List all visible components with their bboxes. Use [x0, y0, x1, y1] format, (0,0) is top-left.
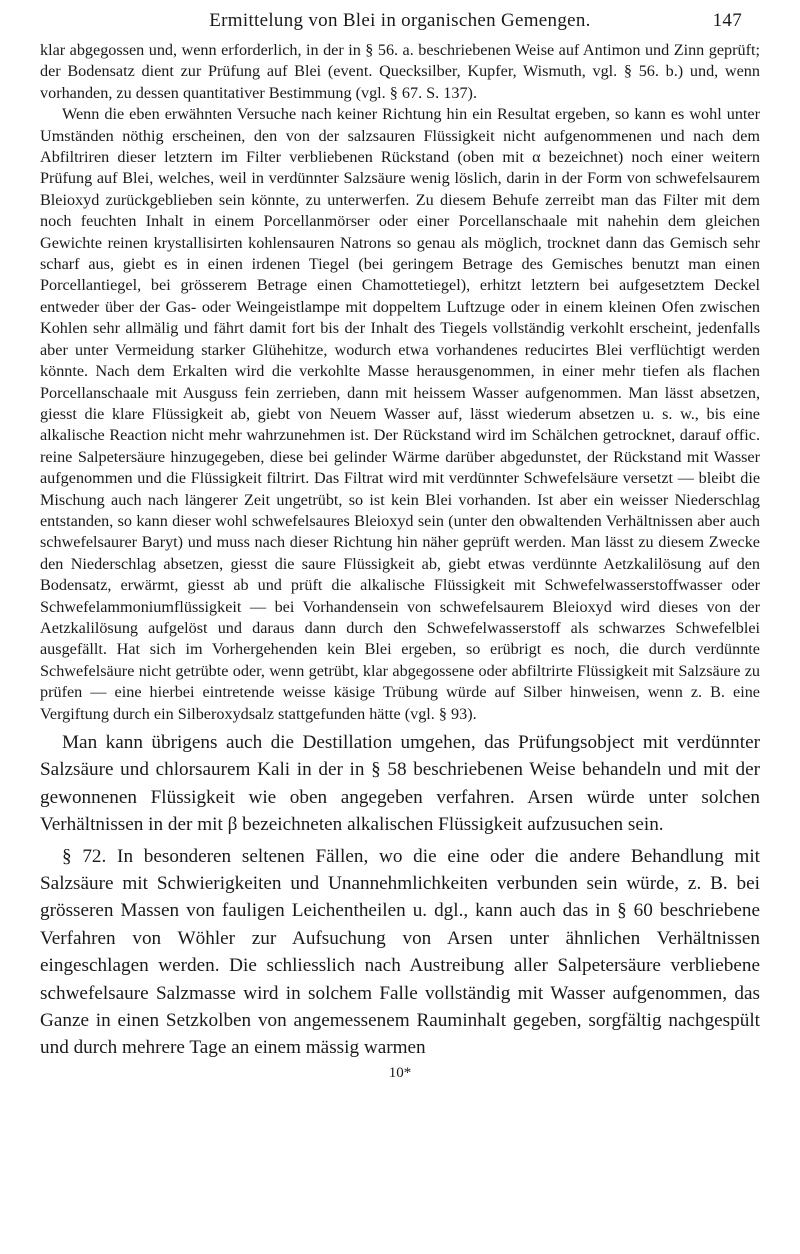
running-head — [40, 8, 760, 40]
paragraph-continuation: klar abgegossen und, wenn erforderlich, in der in § 56. a. beschriebenen Weise auf Antimon und Zinn geprüft; der Bodensatz dient zur Prüfung auf Blei (event. Quecksilber, Kupfer, Wismuth, vgl. § 56. b.) und, wenn vorhanden, zu dessen quantitativer Bestimmung (vgl. § 67. S. 137). — [40, 41, 760, 102]
page-number: 147 — [712, 10, 742, 31]
large-print-block — [40, 729, 760, 1062]
paragraph-residue-test: Wenn die eben erwähnten Versuche nach keiner Richtung hin ein Resultat ergeben, so kann es wohl unter Umständen nöthig erscheinen, den von der salzsauren Flüssigkeit nicht aufgenommenen und nach dem Abfiltriren dieser letztern im Filter verbliebenen Rückstand (oben mit α bezeichnet) noch einer weitern Prüfung auf Blei, welches, weil in verdünnter Salzsäure wenig löslich, darin in der Form von schwefelsaurem Bleioxyd zurückgeblieben sein könnte, zu unterwerfen. Zu diesem Behufe zerreibt man das Filter mit dem noch feuchten Inhalt in einem Porcellanmörser oder einer Porcellanschaale mit nahehin dem gleichen Gewichte reinen krystallisirten kohlensauren Natrons so genau als möglich, trocknet dann das Gemisch sehr scharf aus, giebt es in einen irdenen Tiegel (bei geringem Betrage des Gemisches benutzt man einen Porcellantiegel, bei grösserem Betrage einen Chamottetiegel), erhitzt letztern bei aufgesetztem Deckel entweder über der Gas- oder Weingeistlampe mit doppeltem Luftzuge oder in einem kleinen Ofen zwischen Kohlen sehr allmälig und fährt damit fort bis der Inhalt des Tiegels vollständig verkohlt erscheint, jedenfalls aber unter Vermeidung starker Glühehitze, wodurch etwa vorhandenes reducirtes Blei verflüchtigt werden könnte. Nach dem Erkalten wird die verkohlte Masse herausgenommen, in einer mehr tiefen als flachen Porcellanschaale mit Ausguss fein zerrieben, dann mit heissem Wasser aufgenommen. Man lässt absetzen, giesst die klare Flüssigkeit ab, giebt von Neuem Wasser auf, lässt wiederum absetzen u. s. w., bis eine alkalische Reaction nicht mehr wahrzunehmen ist. Der Rückstand wird im Schälchen getrocknet, darauf offic. reine Salpetersäure hinzugegeben, diese bei gelinder Wärme darüber abgedunstet, der Rückstand mit Wasser aufgenommen und die Flüssigkeit filtrirt. Das Filtrat wird mit verdünnter Schwefelsäure versetzt — bleibt die Mischung auch nach längerer Zeit ungetrübt, so ist kein Blei vorhanden. Ist aber ein weisser Niederschlag entstanden, so kann dieser wohl schwefelsaures Bleioxyd sein (unter den obwaltenden Verhältnissen aber auch schwefelsaurer Baryt) und muss nach dieser Richtung hin näher geprüft werden. Man lässt zu diesem Zwecke den Niederschlag absetzen, giesst die saure Flüssigkeit ab, giebt etwas verdünnte Aetzkalilösung auf den Bodensatz, erwärmt, giesst ab und prüft die alkalische Flüssigkeit mit Schwefelwasserstoffwasser oder Schwefelammoniumflüssigkeit — bei Vorhandensein von schwefelsaurem Bleioxyd wird dieses von der Aetzkalilösung aufgelöst und daraus dann durch den Schwefelwasserstoff als schwarzes Schwefelblei ausgefällt. Hat sich im Vorhergehenden kein Blei ergeben, so erübrigt es noch, die durch verdünnte Schwefelsäure nicht getrübte oder, wenn getrübt, klar abgegossene oder abfiltrirte Flüssigkeit mit Salzsäure zu prüfen — eine hierbei eintretende weisse käsige Trübung würde auf Silber hinweisen, wenn z. B. eine Vergiftung durch ein Silberoxydsalz stattgefunden hätte (vgl. § 93). — [40, 105, 760, 723]
running-title: Ermittelung von Blei in organischen Gemengen. — [209, 10, 591, 31]
paragraph-section-72: § 72. In besonderen seltenen Fällen, wo die eine oder die andere Behandlung mit Salzsäure mit Schwierigkeiten und Unannehmlichkeiten verbunden sein würde, z. B. bei grösseren Massen von fauligen Leichentheilen u. dgl., kann auch das in § 60 beschriebene Verfahren von Wöhler zur Aufsuchung von Arsen unter ähnlichen Verhältnissen eingeschlagen werden. Die schliesslich nach Austreibung aller Salpetersäure verbliebene schwefelsaure Salzmasse wird in solchem Falle vollständig mit Wasser aufgenommen, das Ganze in einen Setzkolben von angemessenem Rauminhalt gegeben, sorgfältig nachgespült und durch mehrere Tage an einem mässig warmen — [40, 845, 760, 1059]
signature-mark: 10* — [388, 1064, 412, 1081]
small-print-block — [40, 40, 760, 725]
paragraph-distillation: Man kann übrigens auch die Destillation umgehen, das Prüfungsobject mit verdünnter Salzsäure und chlorsaurem Kali in der in § 58 beschriebenen Weise behandeln und mit der gewonnenen Flüssigkeit wie oben angegeben verfahren. Arsen würde unter solchen Verhältnissen in der mit β bezeichneten alkalischen Flüssigkeit aufzusuchen sein. — [40, 732, 760, 836]
